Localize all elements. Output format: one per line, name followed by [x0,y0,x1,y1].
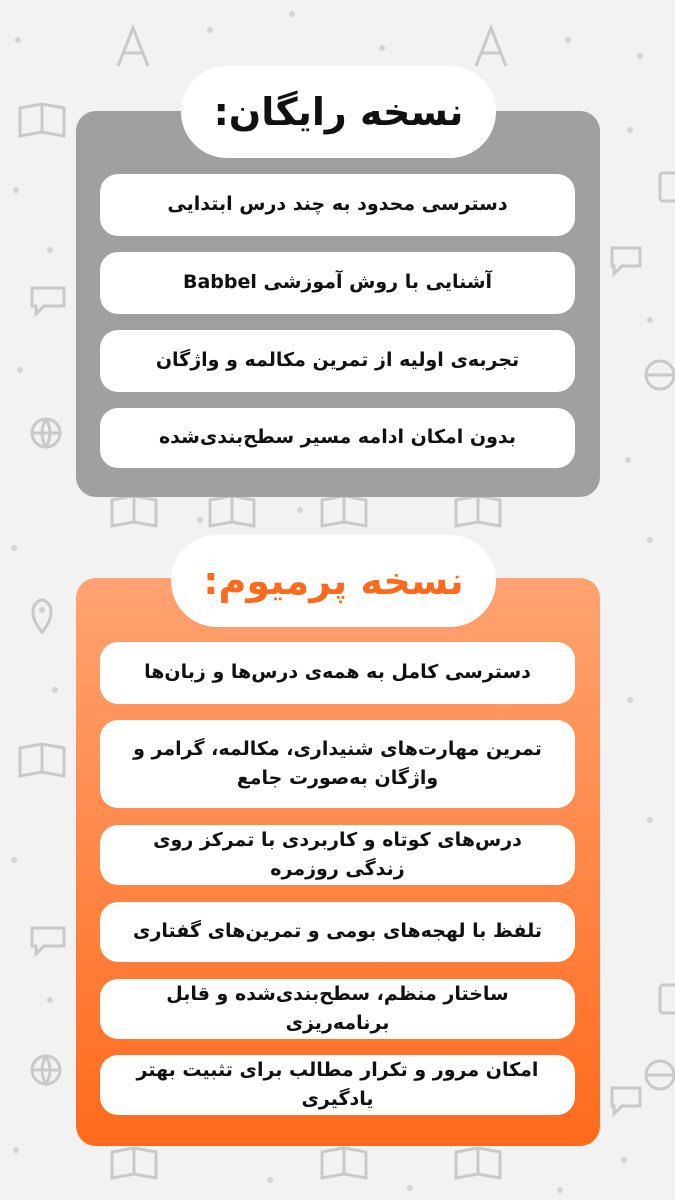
letter-a-icon [118,28,148,66]
premium-plan-title: نسخه پرمیوم: [171,535,496,627]
premium-feature-item: ساختار منظم، سطح‌بندی‌شده و قابل برنامه‌ریزی [100,979,575,1039]
tablet-icon [660,173,675,201]
globe-icon [32,419,60,447]
globe-icon [646,1061,674,1089]
free-feature-item: تجربه‌ی اولیه از تمرین مکالمه و واژگان [100,330,575,392]
book-icon [112,1148,156,1178]
premium-feature-item: دسترسی کامل به همه‌ی درس‌ها و زبان‌ها [100,642,575,704]
chat-bubble-icon [32,928,64,954]
tablet-icon [660,985,675,1013]
book-icon [322,496,366,526]
book-icon [322,1148,366,1178]
book-icon [210,496,254,526]
premium-feature-item: امکان مرور و تکرار مطالب برای تثبیت بهتر یادگیری [100,1055,575,1115]
globe-icon [646,361,674,389]
free-feature-item: دسترسی محدود به چند درس ابتدایی [100,174,575,236]
book-icon [20,744,64,776]
premium-feature-item: تمرین مهارت‌های شنیداری، مکالمه، گرامر و واژگان به‌صورت جامع [100,720,575,808]
book-icon [456,496,500,526]
book-icon [112,496,156,526]
chat-bubble-icon [612,1088,640,1114]
free-feature-item: آشنایی با روش آموزشی Babbel [100,252,575,314]
chat-bubble-icon [32,288,64,314]
chat-bubble-icon [612,248,640,274]
location-pin-icon [33,600,51,632]
book-icon [456,1148,500,1178]
premium-feature-item: درس‌های کوتاه و کاربردی با تمرکز روی زندگی روزمره [100,825,575,885]
premium-feature-item: تلفظ با لهجه‌های بومی و تمرین‌های گفتاری [100,902,575,962]
letter-a-icon [476,28,506,66]
book-icon [20,104,64,136]
globe-icon [32,1056,60,1084]
free-plan-title: نسخه رایگان: [181,66,496,158]
free-feature-item: بدون امکان ادامه مسیر سطح‌بندی‌شده [100,408,575,468]
